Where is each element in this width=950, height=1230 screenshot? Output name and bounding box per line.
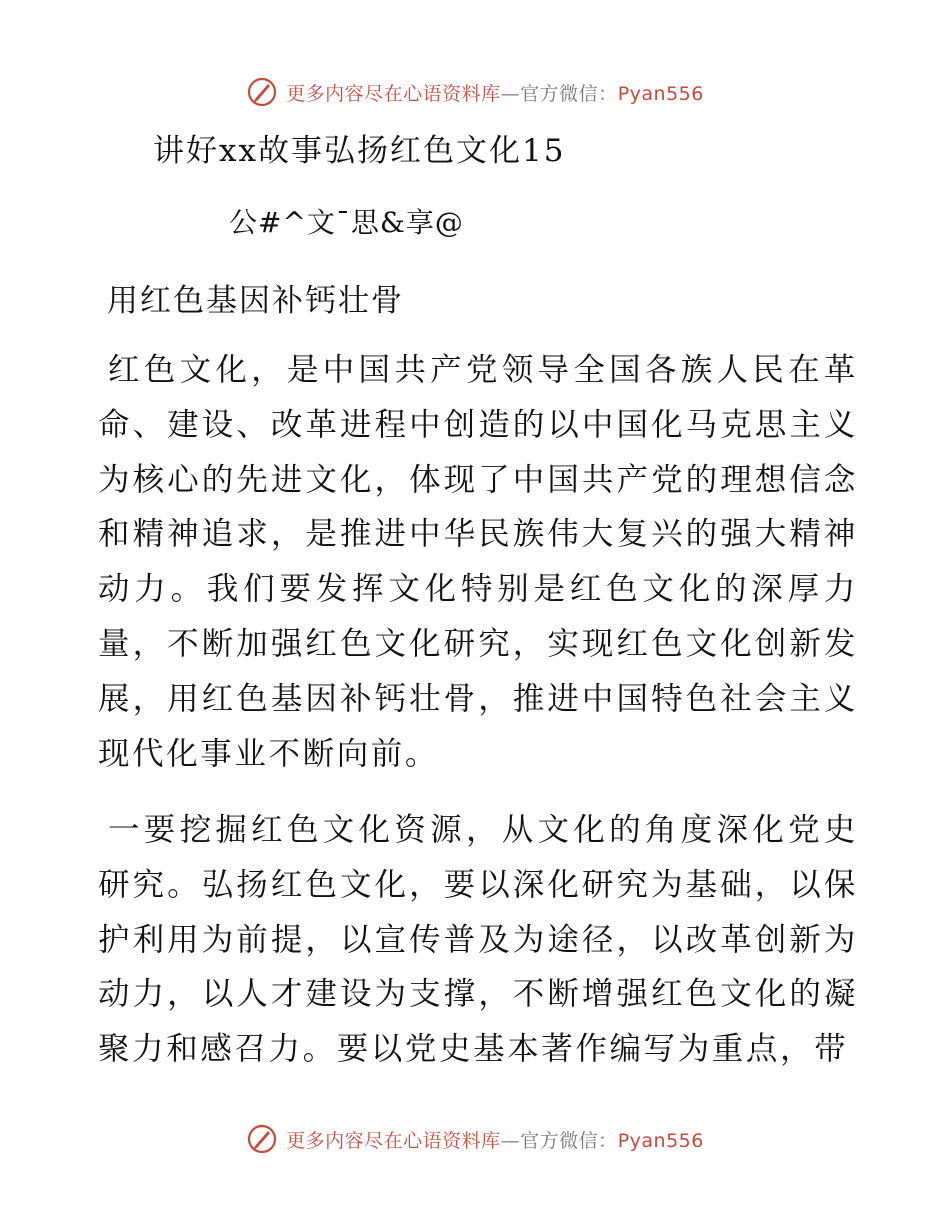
footer-watermark-banner bbox=[0, 1119, 950, 1159]
banner-wechat-label: 官方微信： bbox=[520, 1129, 618, 1152]
banner-dash: — bbox=[500, 1129, 521, 1152]
document-subtitle: 公#^文¯思&享@ bbox=[229, 206, 464, 239]
banner-text: 更多内容尽在心语资料库 bbox=[286, 1129, 501, 1152]
body-paragraph: 红色文化，是中国共产党领导全国各族人民在革命、建设、改革进程中创造的以中国化马克思主义为核心的先进文化，体现了中国共产党的理想信念和精神追求，是推进中华民族伟大复兴的强大精神动力。我们要发挥文化特别是红色文化的深厚力量，不断加强红色文化研究，实现红色文化创新发展，用红色基因补钙壮骨，推进中国特色社会主义现代化事业不断向前。 bbox=[98, 352, 858, 772]
banner-wechat-label: 官方微信： bbox=[520, 82, 618, 105]
quill-logo-icon bbox=[246, 76, 278, 108]
section-heading: 用红色基因补钙壮骨 bbox=[107, 283, 404, 319]
body-paragraph: 一要挖掘红色文化资源，从文化的角度深化党史研究。弘扬红色文化，要以深化研究为基础，以保护利用为前提，以宣传普及为途径，以改革创新为动力，以人才建设为支撑，不断增强红色文化的凝聚力和感召力。要以党史基本著作编写为重点，带 bbox=[98, 812, 858, 1068]
banner-text: 更多内容尽在心语资料库 bbox=[286, 82, 501, 105]
header-watermark-banner bbox=[0, 72, 950, 112]
banner-dash: — bbox=[500, 82, 521, 105]
quill-logo-icon bbox=[246, 1123, 278, 1155]
banner-wechat-id: Pyan556 bbox=[617, 82, 704, 105]
banner-wechat-id: Pyan556 bbox=[617, 1129, 704, 1152]
document-title: 讲好xx故事弘扬红色文化15 bbox=[153, 133, 566, 169]
